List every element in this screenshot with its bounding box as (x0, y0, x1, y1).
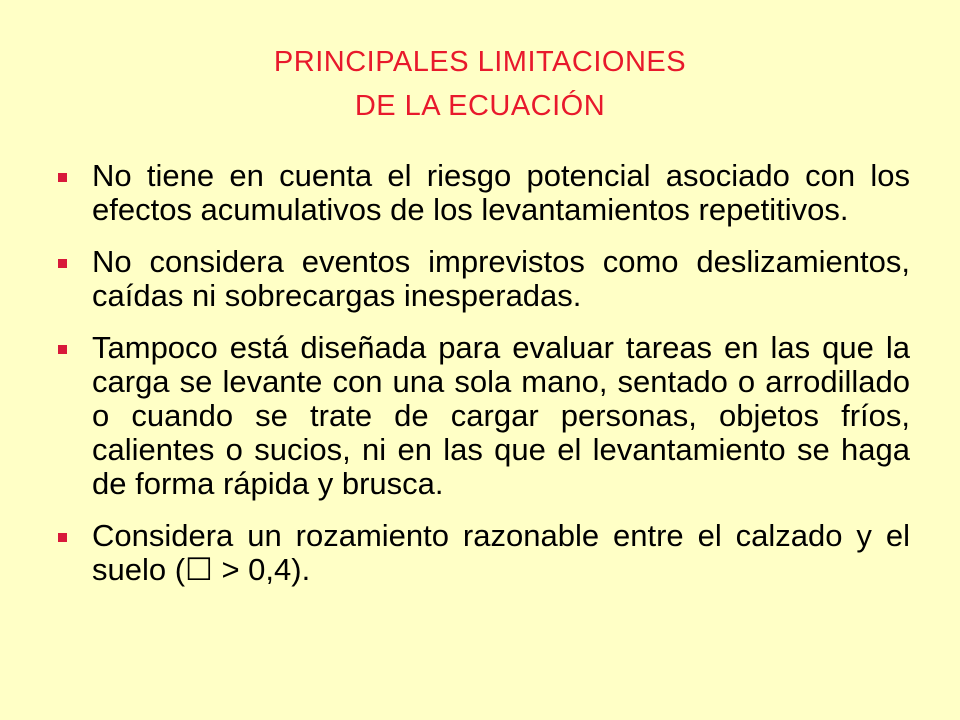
bullet-text: Tampoco está diseñada para evaluar tareas en las que la carga se levante con una sola mano, sentado o arrodillado o cuando se trate de cargar personas, objetos fríos, calientes o sucios, ni en las que el levantamiento se haga de forma rápida y brusca. (92, 330, 910, 501)
list-item (58, 519, 910, 587)
slide-title-line-1: PRINCIPALES LIMITACIONES (273, 46, 687, 78)
slide-title (0, 40, 960, 128)
list-item (58, 159, 910, 227)
list-item (58, 245, 910, 313)
square-bullet-icon (58, 259, 67, 268)
bullet-text: No tiene en cuenta el riesgo potencial asociado con los efectos acumulativos de los levantamientos repetitivos. (92, 158, 910, 227)
bullet-text: Considera un rozamiento razonable entre el calzado y el suelo (☐ > 0,4). (92, 518, 910, 587)
bullet-text: No considera eventos imprevistos como deslizamientos, caídas ni sobrecargas inesperadas. (92, 244, 910, 313)
square-bullet-icon (58, 345, 67, 354)
square-bullet-icon (58, 173, 67, 182)
list-item (58, 331, 910, 501)
square-bullet-icon (58, 533, 67, 542)
slide-title-line-2: DE LA ECUACIÓN (354, 90, 606, 122)
limitations-list (58, 159, 910, 605)
